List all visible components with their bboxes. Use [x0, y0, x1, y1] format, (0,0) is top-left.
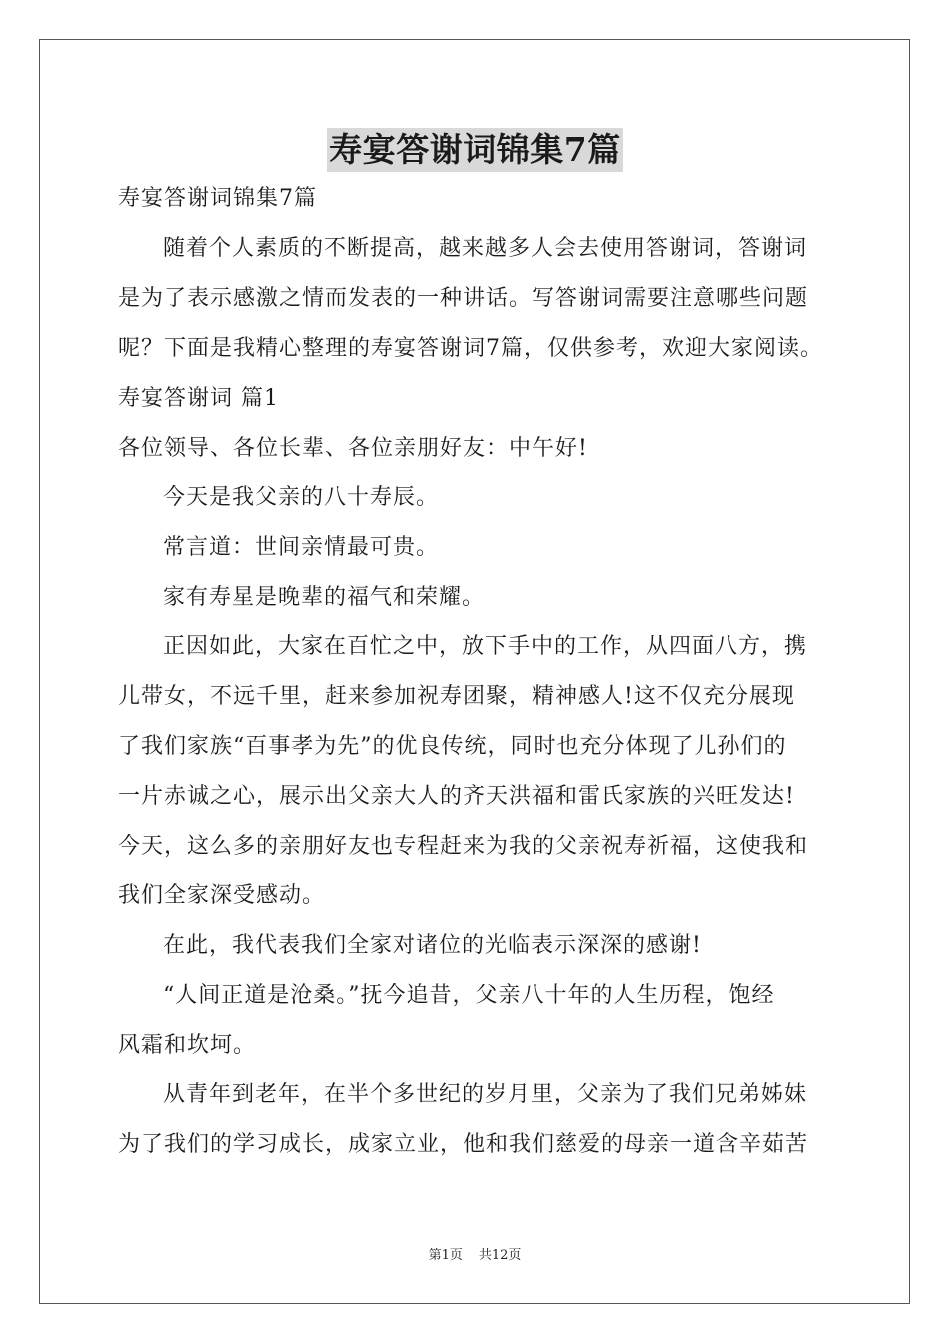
paragraph-line: 随着个人素质的不断提高，越来越多人会去使用答谢词，答谢词	[163, 236, 808, 261]
paragraph-line: 儿带女，不远千里，赶来参加祝寿团聚，精神感人!这不仅充分展现	[118, 684, 795, 709]
page-number: 第1页	[428, 1248, 463, 1263]
paragraph-line: 风霜和坎坷。	[118, 1033, 257, 1058]
paragraph-line: 了我们家族“百事孝为先”的优良传统，同时也充分体现了儿孙们的	[118, 734, 787, 759]
page-total: 共12页	[478, 1248, 522, 1263]
paragraph-line: 家有寿星是晚辈的福气和荣耀。	[163, 585, 486, 610]
section-heading: 寿宴答谢词 篇1	[118, 386, 279, 411]
document-title: 寿宴答谢词锦集7篇	[327, 128, 622, 172]
page-border	[39, 39, 910, 1304]
title-container	[0, 128, 950, 172]
paragraph-line: 呢？下面是我精心整理的寿宴答谢词7篇，仅供参考，欢迎大家阅读。	[118, 336, 823, 361]
paragraph-line: 常言道：世间亲情最可贵。	[163, 535, 440, 560]
paragraph-line: 今天是我父亲的八十寿辰。	[163, 485, 440, 510]
paragraph-line: 在此，我代表我们全家对诸位的光临表示深深的感谢!	[163, 933, 702, 958]
paragraph-line: 为了我们的学习成长，成家立业，他和我们慈爱的母亲一道含辛茹苦	[118, 1132, 809, 1157]
paragraph-line: 从青年到老年，在半个多世纪的岁月里，父亲为了我们兄弟姊妹	[163, 1082, 808, 1107]
paragraph-line: 今天，这么多的亲朋好友也专程赶来为我的父亲祝寿祈福，这使我和	[118, 834, 809, 859]
paragraph-line: 正因如此，大家在百忙之中，放下手中的工作，从四面八方，携	[163, 634, 808, 659]
paragraph-line: 各位领导、各位长辈、各位亲朋好友：中午好!	[118, 436, 588, 461]
paragraph-line: 我们全家深受感动。	[118, 883, 326, 908]
page-footer	[0, 1247, 950, 1265]
paragraph-line: 是为了表示感激之情而发表的一种讲话。写答谢词需要注意哪些问题	[118, 286, 809, 311]
paragraph-line: 一片赤诚之心，展示出父亲大人的齐天洪福和雷氏家族的兴旺发达!	[118, 784, 795, 809]
subtitle-line: 寿宴答谢词锦集7篇	[118, 186, 317, 211]
paragraph-line: “人间正道是沧桑。”抚今追昔，父亲八十年的人生历程，饱经	[163, 983, 775, 1008]
